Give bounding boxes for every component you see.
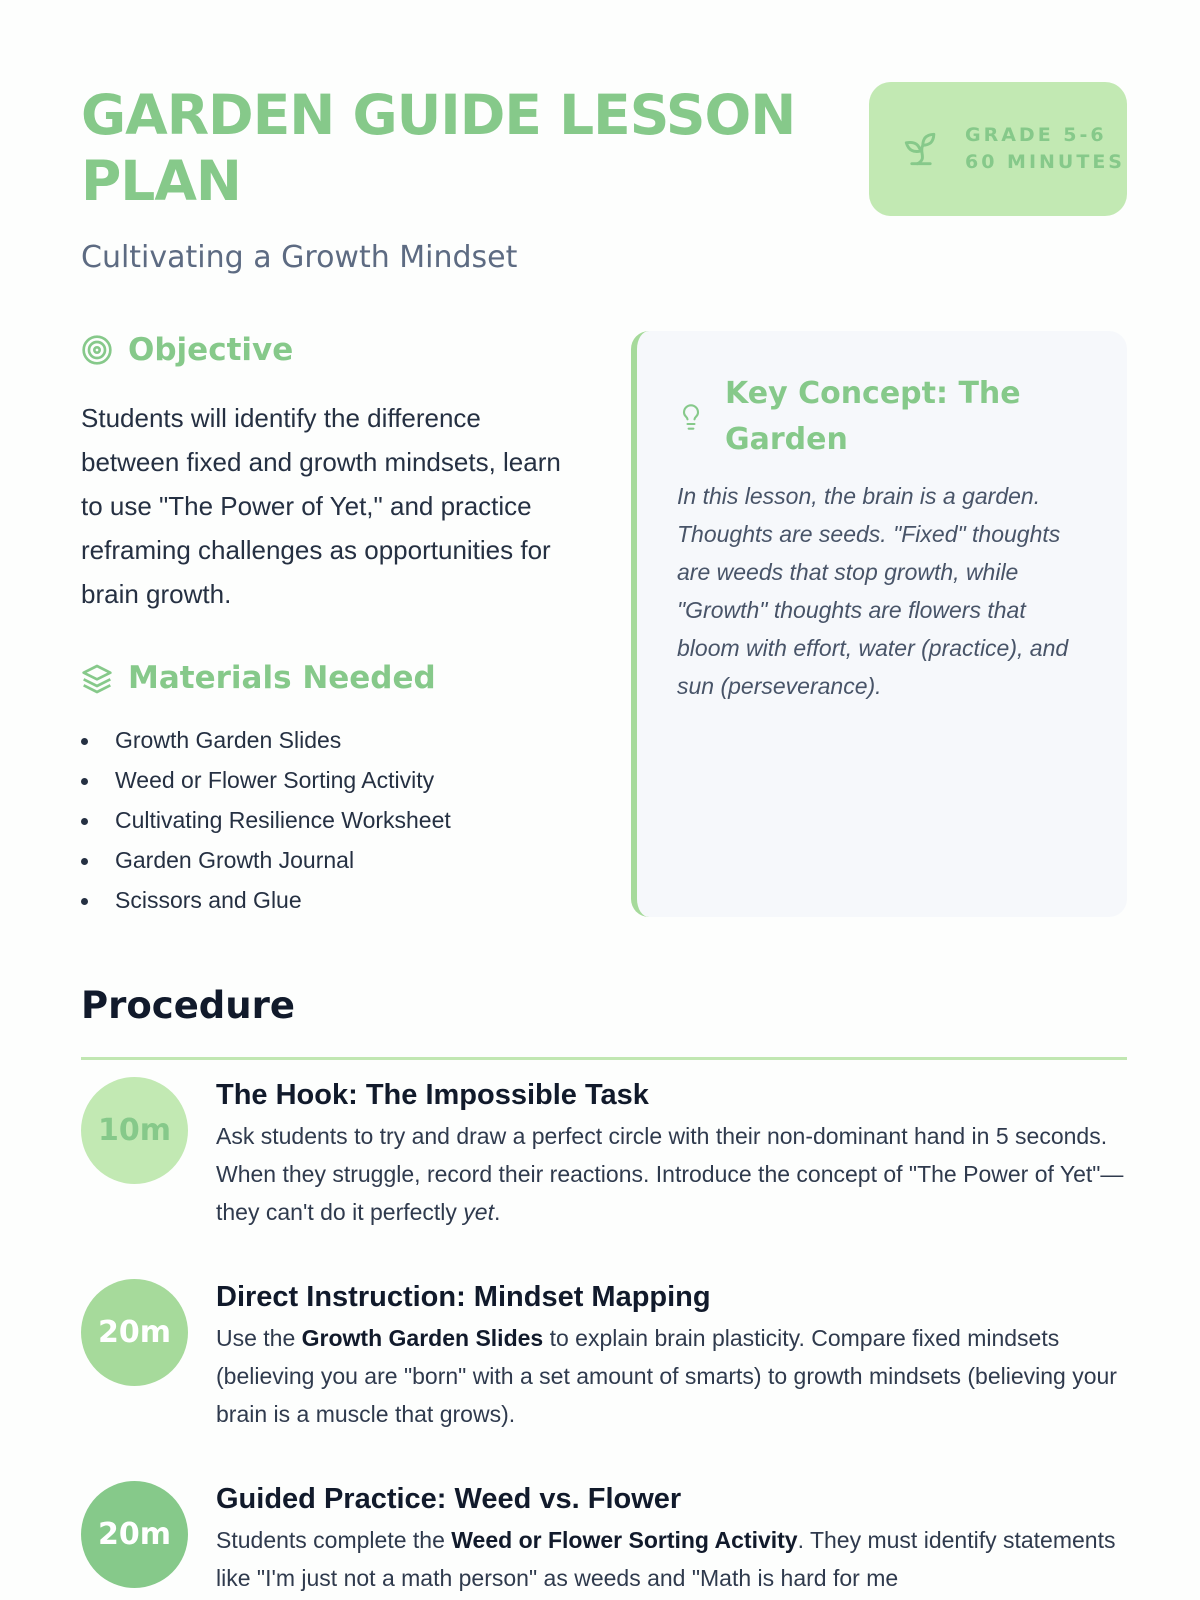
divider bbox=[81, 1057, 1127, 1060]
step-body bbox=[216, 1077, 1127, 1231]
step-title: Guided Practice: Weed vs. Flower bbox=[216, 1483, 682, 1515]
duration-label: 60 MINUTES bbox=[965, 151, 1125, 173]
duration-circle: 20m bbox=[81, 1279, 188, 1386]
list-item: Growth Garden Slides bbox=[81, 720, 581, 760]
procedure-title: Procedure bbox=[81, 984, 295, 1027]
left-column bbox=[81, 330, 581, 920]
step-body bbox=[216, 1279, 1127, 1433]
objective-text: Students will identify the difference between fixed and growth mindsets, learn to use "The Power of Yet," and practice reframing challenges as opportunities for brain growth. bbox=[81, 403, 561, 609]
badge-text bbox=[965, 122, 1125, 176]
step-body bbox=[216, 1481, 1127, 1597]
step-text: Students complete the Weed or Flower Sorting Activity. They must identify statements like "I'm just not a math person" as weeds and "Math is hard for me bbox=[216, 1527, 1116, 1591]
materials-title: Materials Needed bbox=[128, 660, 436, 696]
key-concept-text: In this lesson, the brain is a garden. Thoughts are seeds. "Fixed" thoughts are weeds that stop growth, while "Growth" thoughts are flowers that bloom with effort, water (practice), and sun (perseverance). bbox=[677, 483, 1069, 699]
objective-title: Objective bbox=[128, 332, 294, 368]
step-text: Ask students to try and draw a perfect circle with their non-dominant hand in 5 seconds. When they struggle, record their reactions. Introduce the concept of "The Power of Yet"—they can't do it perfectly yet. bbox=[216, 1123, 1124, 1225]
key-concept-card bbox=[631, 331, 1127, 917]
page-subtitle: Cultivating a Growth Mindset bbox=[81, 240, 518, 275]
duration-circle: 20m bbox=[81, 1481, 188, 1588]
header bbox=[81, 82, 1127, 282]
list-item: Cultivating Resilience Worksheet bbox=[81, 800, 581, 840]
target-icon bbox=[81, 334, 113, 366]
list-item: Garden Growth Journal bbox=[81, 840, 581, 880]
layers-icon bbox=[81, 662, 113, 694]
key-concept-title: Key Concept: The Garden bbox=[725, 376, 1021, 457]
step-text: Use the Growth Garden Slides to explain brain plasticity. Compare fixed mindsets (believing you are "born" with a set amount of smarts) to growth mindsets (believing your brain is a muscle that grows). bbox=[216, 1325, 1117, 1427]
procedure-section bbox=[81, 983, 1127, 1591]
page-title: GARDEN GUIDE LESSON PLAN bbox=[81, 83, 796, 213]
objective-heading bbox=[81, 330, 581, 370]
step-title: The Hook: The Impossible Task bbox=[216, 1079, 649, 1111]
materials-heading bbox=[81, 658, 581, 698]
grade-duration-badge bbox=[869, 82, 1127, 216]
duration-circle: 10m bbox=[81, 1077, 188, 1184]
list-item: Weed or Flower Sorting Activity bbox=[81, 760, 581, 800]
list-item: Scissors and Glue bbox=[81, 880, 581, 920]
sprout-icon bbox=[899, 127, 943, 171]
grade-label: GRADE 5-6 bbox=[965, 124, 1107, 146]
step-title: Direct Instruction: Mindset Mapping bbox=[216, 1281, 711, 1313]
key-concept-heading bbox=[677, 371, 1089, 463]
lightbulb-icon bbox=[677, 398, 705, 436]
materials-list bbox=[81, 720, 581, 920]
